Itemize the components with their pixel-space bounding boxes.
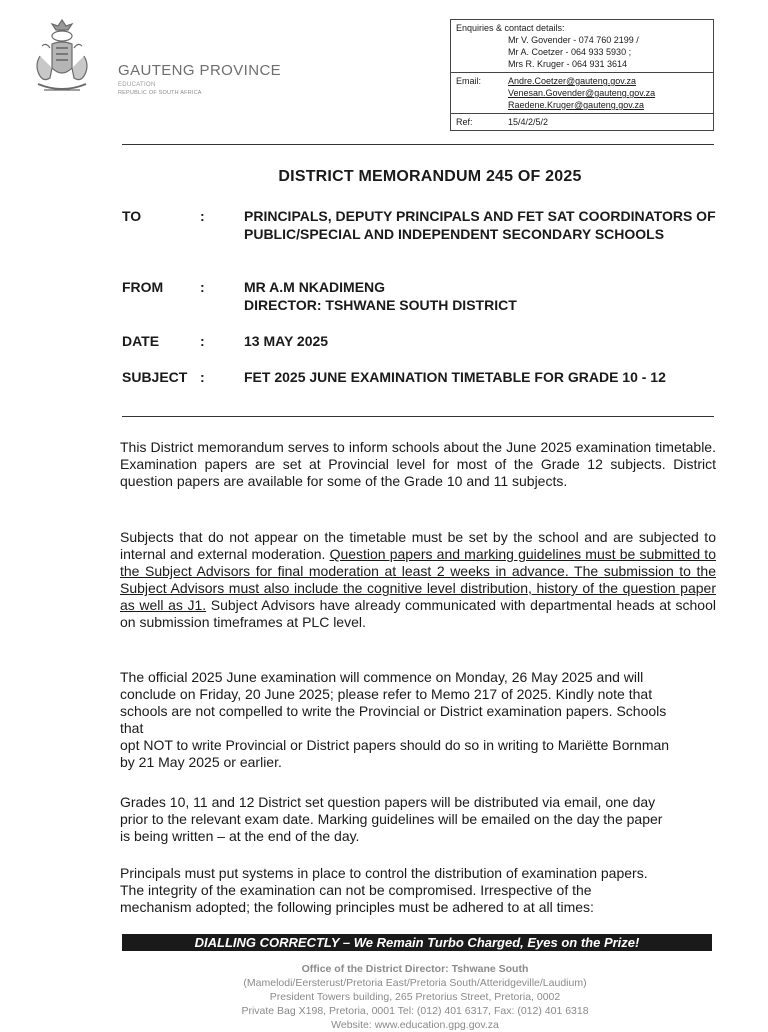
field-value: 13 MAY 2025 [244,333,329,349]
paragraph-exam-dates [120,669,716,771]
paragraph-line: that [120,720,144,736]
paragraph-line: mechanism adopted; the following principles must be adhered to at all times: [120,899,594,915]
footer-office: Office of the District Director: Tshwane South [301,963,529,975]
paragraph-line: is being written – at the end of the day. [120,828,360,844]
paragraph-line: Principals must put systems in place to control the distribution of examination papers. [120,865,648,881]
field-key: SUBJECT [122,369,188,385]
fields-divider [122,416,714,417]
field-key: FROM [122,279,164,295]
province-name: GAUTENG PROVINCE [118,62,282,79]
field-key: DATE [122,333,160,349]
field-key: TO [122,208,142,224]
contact-person: Mr A. Coetzer - 064 933 5930 ; [508,47,632,57]
footer-areas: (Mamelodi/Eersterust/Pretoria East/Pretoria South/Atteridgeville/Laudium) [243,977,587,989]
memo-title: DISTRICT MEMORANDUM 245 OF 2025 [278,168,582,185]
field-value: PRINCIPALS, DEPUTY PRINCIPALS AND FET SAT COORDINATORS OF PUBLIC/SPECIAL AND INDEPENDENT SECONDARY SCHOOLS [244,208,716,242]
memo-field-to [122,207,722,243]
paragraph-line: Grades 10, 11 and 12 District set question papers will be distributed via email, one day [120,794,656,810]
ref-value: 15/4/2/5/2 [508,117,549,127]
email-row [451,73,713,114]
paragraph-line: by 21 May 2025 or earlier. [120,754,282,770]
contact-details-box [450,19,714,131]
contact-person: Mr V. Govender - 074 760 2199 / [508,35,639,45]
field-colon: : [200,279,205,295]
email-link[interactable]: Raedene.Kruger@gauteng.gov.za [508,100,645,110]
paragraph-intro [120,439,716,490]
underlined-instruction: Question papers and marking guidelines must be submitted to the Subject Advisors for final moderation at least 2 weeks in advance. The submission to the Subject Advisors must also include the cognitive level distribution, history of the question paper as well as J1. [120,546,716,613]
ref-row [451,114,713,130]
email-link[interactable]: Venesan.Govender@gauteng.gov.za [508,88,656,98]
paragraph-line: The integrity of the examination can not be compromised. Irrespective of the [120,882,592,898]
field-colon: : [200,208,205,224]
department-name: EDUCATION [118,82,156,88]
email-link[interactable]: Andre.Coetzer@gauteng.gov.za [508,76,637,86]
paragraph-distribution [120,794,716,845]
email-label: Email: [456,76,482,86]
footer-postal: Private Bag X198, Pretoria, 0001 Tel: (012) 401 6317, Fax: (012) 401 6318 [241,1005,589,1017]
paragraph-text: Subject Advisors have already communicated with departmental heads at school on submission timeframes at PLC level. [120,597,716,630]
paragraph-moderation [120,529,716,631]
footer-address: President Towers building, 265 Pretorius Street, Pretoria, 0002 [269,991,561,1003]
ref-label: Ref: [456,117,473,127]
memo-field-date [122,332,722,350]
country-name: REPUBLIC OF SOUTH AFRICA [118,90,202,96]
paragraph-text: This District memorandum serves to inform schools about the June 2025 examination timetable. Examination papers are set at Provincial level for most of the Grade 12 subjects. District question papers are available for some of the Grade 10 and 11 subjects. [120,439,716,489]
office-footer [150,962,680,1032]
field-value-line2: DIRECTOR: TSHWANE SOUTH DISTRICT [244,297,517,313]
field-value: MR A.M NKADIMENG [244,279,386,295]
memo-field-from [122,278,722,314]
header-divider [122,144,714,145]
coat-of-arms-icon [30,16,94,106]
paragraph-line: The official 2025 June examination will commence on Monday, 26 May 2025 and will [120,669,644,685]
paragraph-line: schools are not compelled to write the Provincial or District examination papers. Schools [120,703,667,719]
field-colon: : [200,333,205,349]
footer-website[interactable]: Website: www.education.gpg.gov.za [331,1019,499,1031]
memo-field-subject [122,368,722,386]
contact-person: Mrs R. Kruger - 064 931 3614 [508,59,628,69]
slogan-banner: DIALLING CORRECTLY – We Remain Turbo Charged, Eyes on the Prize! [122,934,712,951]
paragraph-text: Subjects that do not appear on the timetable must be set by the school and are subjected to internal and external moderation. [120,529,716,562]
enquiries-row [451,20,713,73]
paragraph-line: opt NOT to write Provincial or District papers should do so in writing to Mariëtte Bornman [120,737,670,753]
field-value: FET 2025 JUNE EXAMINATION TIMETABLE FOR GRADE 10 - 12 [244,369,666,385]
paragraph-line: conclude on Friday, 20 June 2025; please refer to Memo 217 of 2025. Kindly note that [120,686,653,702]
paragraph-line: prior to the relevant exam date. Marking guidelines will be emailed on the day the paper [120,811,663,827]
field-colon: : [200,369,205,385]
enquiries-label: Enquiries & contact details: [456,23,565,33]
province-branding [118,62,281,96]
paragraph-principles [120,865,716,916]
